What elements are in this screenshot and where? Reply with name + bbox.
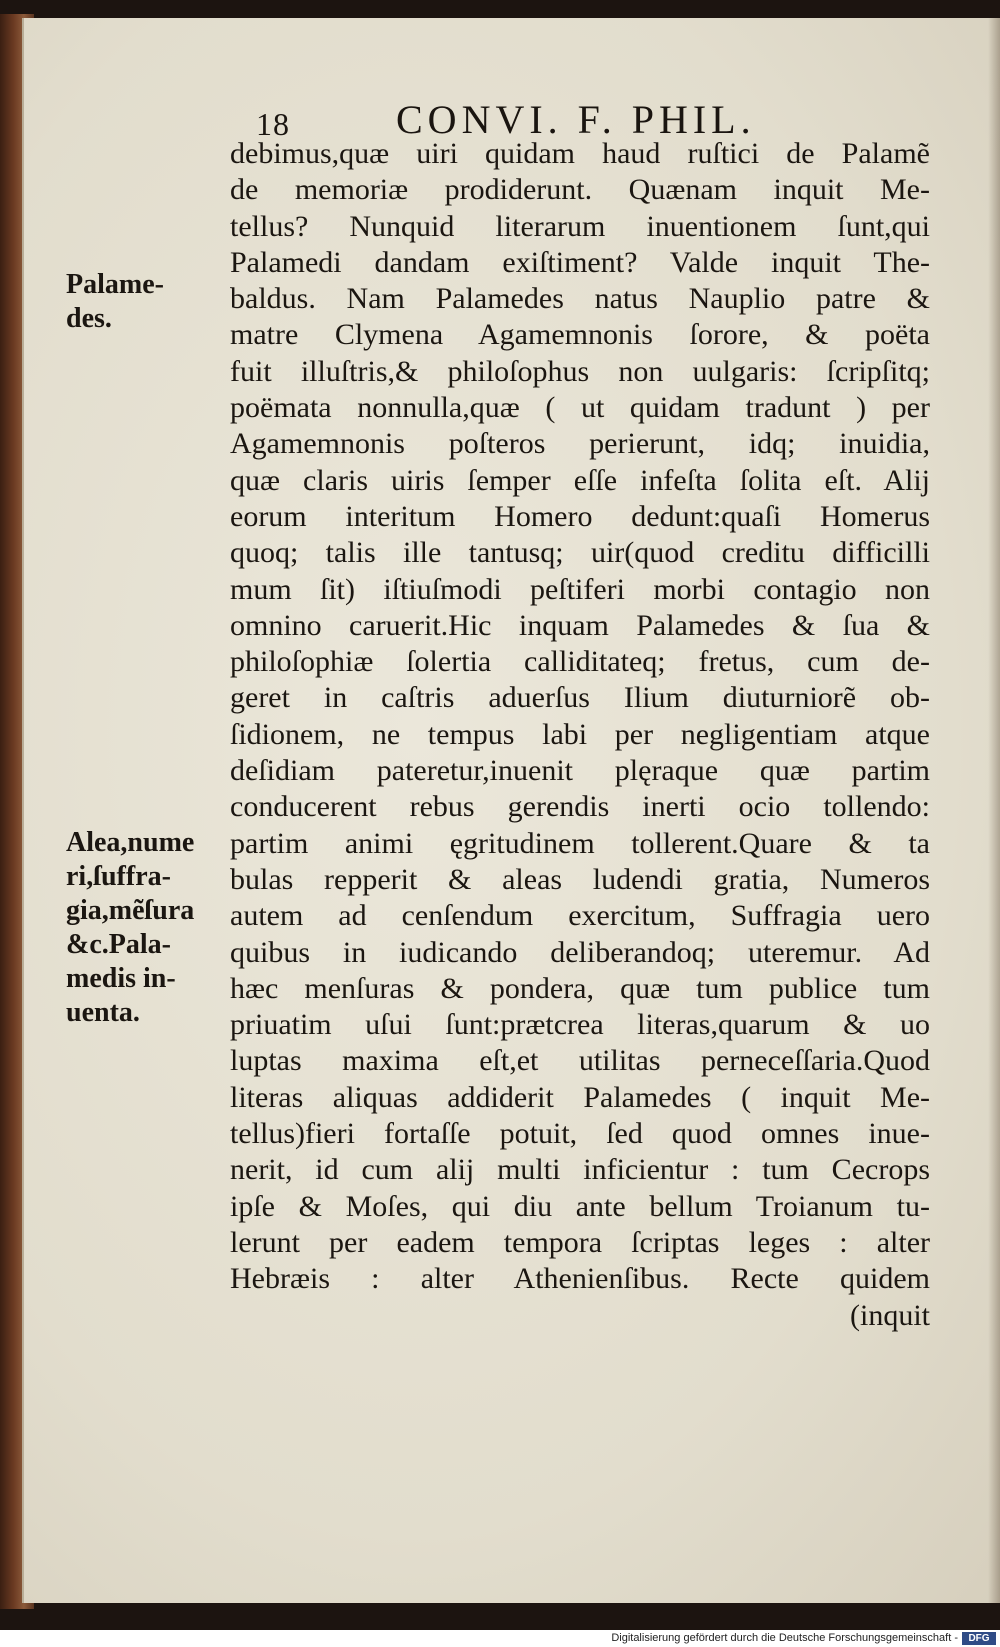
page-header <box>228 90 788 140</box>
text-line: omnino caruerit.Hic inquam Palamedes & ſua & <box>230 608 930 642</box>
text-line: priuatim uſui ſunt:prætcrea literas,quarum & uo <box>230 1008 930 1042</box>
text-line: poëmata nonnulla,quæ ( ut quidam tradunt ) per <box>230 391 930 425</box>
body-text <box>230 136 930 1334</box>
text-line: matre Clymena Agamemnonis ſorore, & poëta <box>230 318 930 352</box>
text-line: deſidiam pateretur,inuenit plęraque quæ partim <box>230 754 930 788</box>
text-line: de memoriæ prodiderunt. Quænam inquit Me- <box>230 173 930 207</box>
text-line: Palamedi dandam exiſtiment? Valde inquit The- <box>230 245 930 279</box>
catchword: (inquit <box>850 1298 930 1332</box>
funding-credit: Digitalisierung gefördert durch die Deutsche Forschungsgemeinschaft - <box>611 1632 958 1644</box>
text-line: luptas maxima eſt,et utilitas perneceſſaria.Quod <box>230 1044 930 1078</box>
text-line: baldus. Nam Palamedes natus Nauplio patre & <box>230 282 930 316</box>
text-line: literas aliquas addiderit Palamedes ( inquit Me- <box>230 1080 930 1114</box>
margin-note-palamedes <box>66 268 226 336</box>
page-number: 18 <box>256 106 290 142</box>
text-line: fuit illuſtris,& philoſophus non uulgaris: ſcripſitq; <box>230 354 930 388</box>
text-line: eorum interitum Homero dedunt:quaſi Homerus <box>230 499 930 533</box>
text-line: mum ſit) iſtiuſmodi peſtiferi morbi contagio non <box>230 572 930 606</box>
page-gutter-shadow <box>988 18 1000 1603</box>
text-line: tellus? Nunquid literarum inuentionem ſunt,qui <box>230 209 930 243</box>
text-line: autem ad cenſendum exercitum, Suffragia uero <box>230 899 930 933</box>
text-line: philoſophiæ ſolertia calliditateq; fretus, cum de- <box>230 645 930 679</box>
text-line: tellus)fieri fortaſſe potuit, ſed quod omnes inue- <box>230 1117 930 1151</box>
dfg-logo: DFG <box>962 1632 996 1645</box>
text-line: partim animi ęgritudinem tollerent.Quare & ta <box>230 826 930 860</box>
text-line: geret in caſtris aduerſus Ilium diuturniorẽ ob- <box>230 681 930 715</box>
text-line: quoq; talis ille tantusq; uir(quod creditu difficilli <box>230 536 930 570</box>
margin-note-line: Palame- <box>66 269 164 300</box>
text-line: quibus in iudicando deliberandoq; uteremur. Ad <box>230 935 930 969</box>
text-line: lerunt per eadem tempora ſcriptas leges : alter <box>230 1225 930 1259</box>
margin-note-line: gia,mẽſura <box>66 895 195 926</box>
margin-note-line: uenta. <box>66 997 140 1028</box>
margin-note-line: des. <box>66 303 112 334</box>
margin-note-line: &c.Pala- <box>66 929 171 960</box>
text-line: hæc menſuras & pondera, quæ tum publice tum <box>230 971 930 1005</box>
text-line: Agamemnonis poſteros perierunt, idq; inuidia, <box>230 427 930 461</box>
margin-note-line: medis in- <box>66 963 176 994</box>
text-line: Hebræis : alter Athenienſibus. Recte quidem <box>230 1262 930 1296</box>
running-title: CONVI. F. PHIL. <box>396 97 756 142</box>
text-line: conducerent rebus gerendis inerti ocio tollendo: <box>230 790 930 824</box>
margin-note-line: Alea,nume <box>66 827 195 858</box>
text-line: ſidionem, ne tempus labi per negligentiam atque <box>230 717 930 751</box>
text-line: debimus,quæ uiri quidam haud ruſtici de Palamẽ <box>230 137 930 170</box>
margin-note-inventions <box>66 826 226 1030</box>
text-line: ipſe & Moſes, qui diu ante bellum Troianum tu- <box>230 1189 930 1223</box>
margin-note-line: ri,ſuffra- <box>66 861 171 892</box>
text-line: bulas repperit & aleas ludendi gratia, Numeros <box>230 862 930 896</box>
text-line: quæ claris uiris ſemper eſſe infeſta ſolita eſt. Alij <box>230 463 930 497</box>
text-line: nerit, id cum alij multi inficientur : tum Cecrops <box>230 1153 930 1187</box>
